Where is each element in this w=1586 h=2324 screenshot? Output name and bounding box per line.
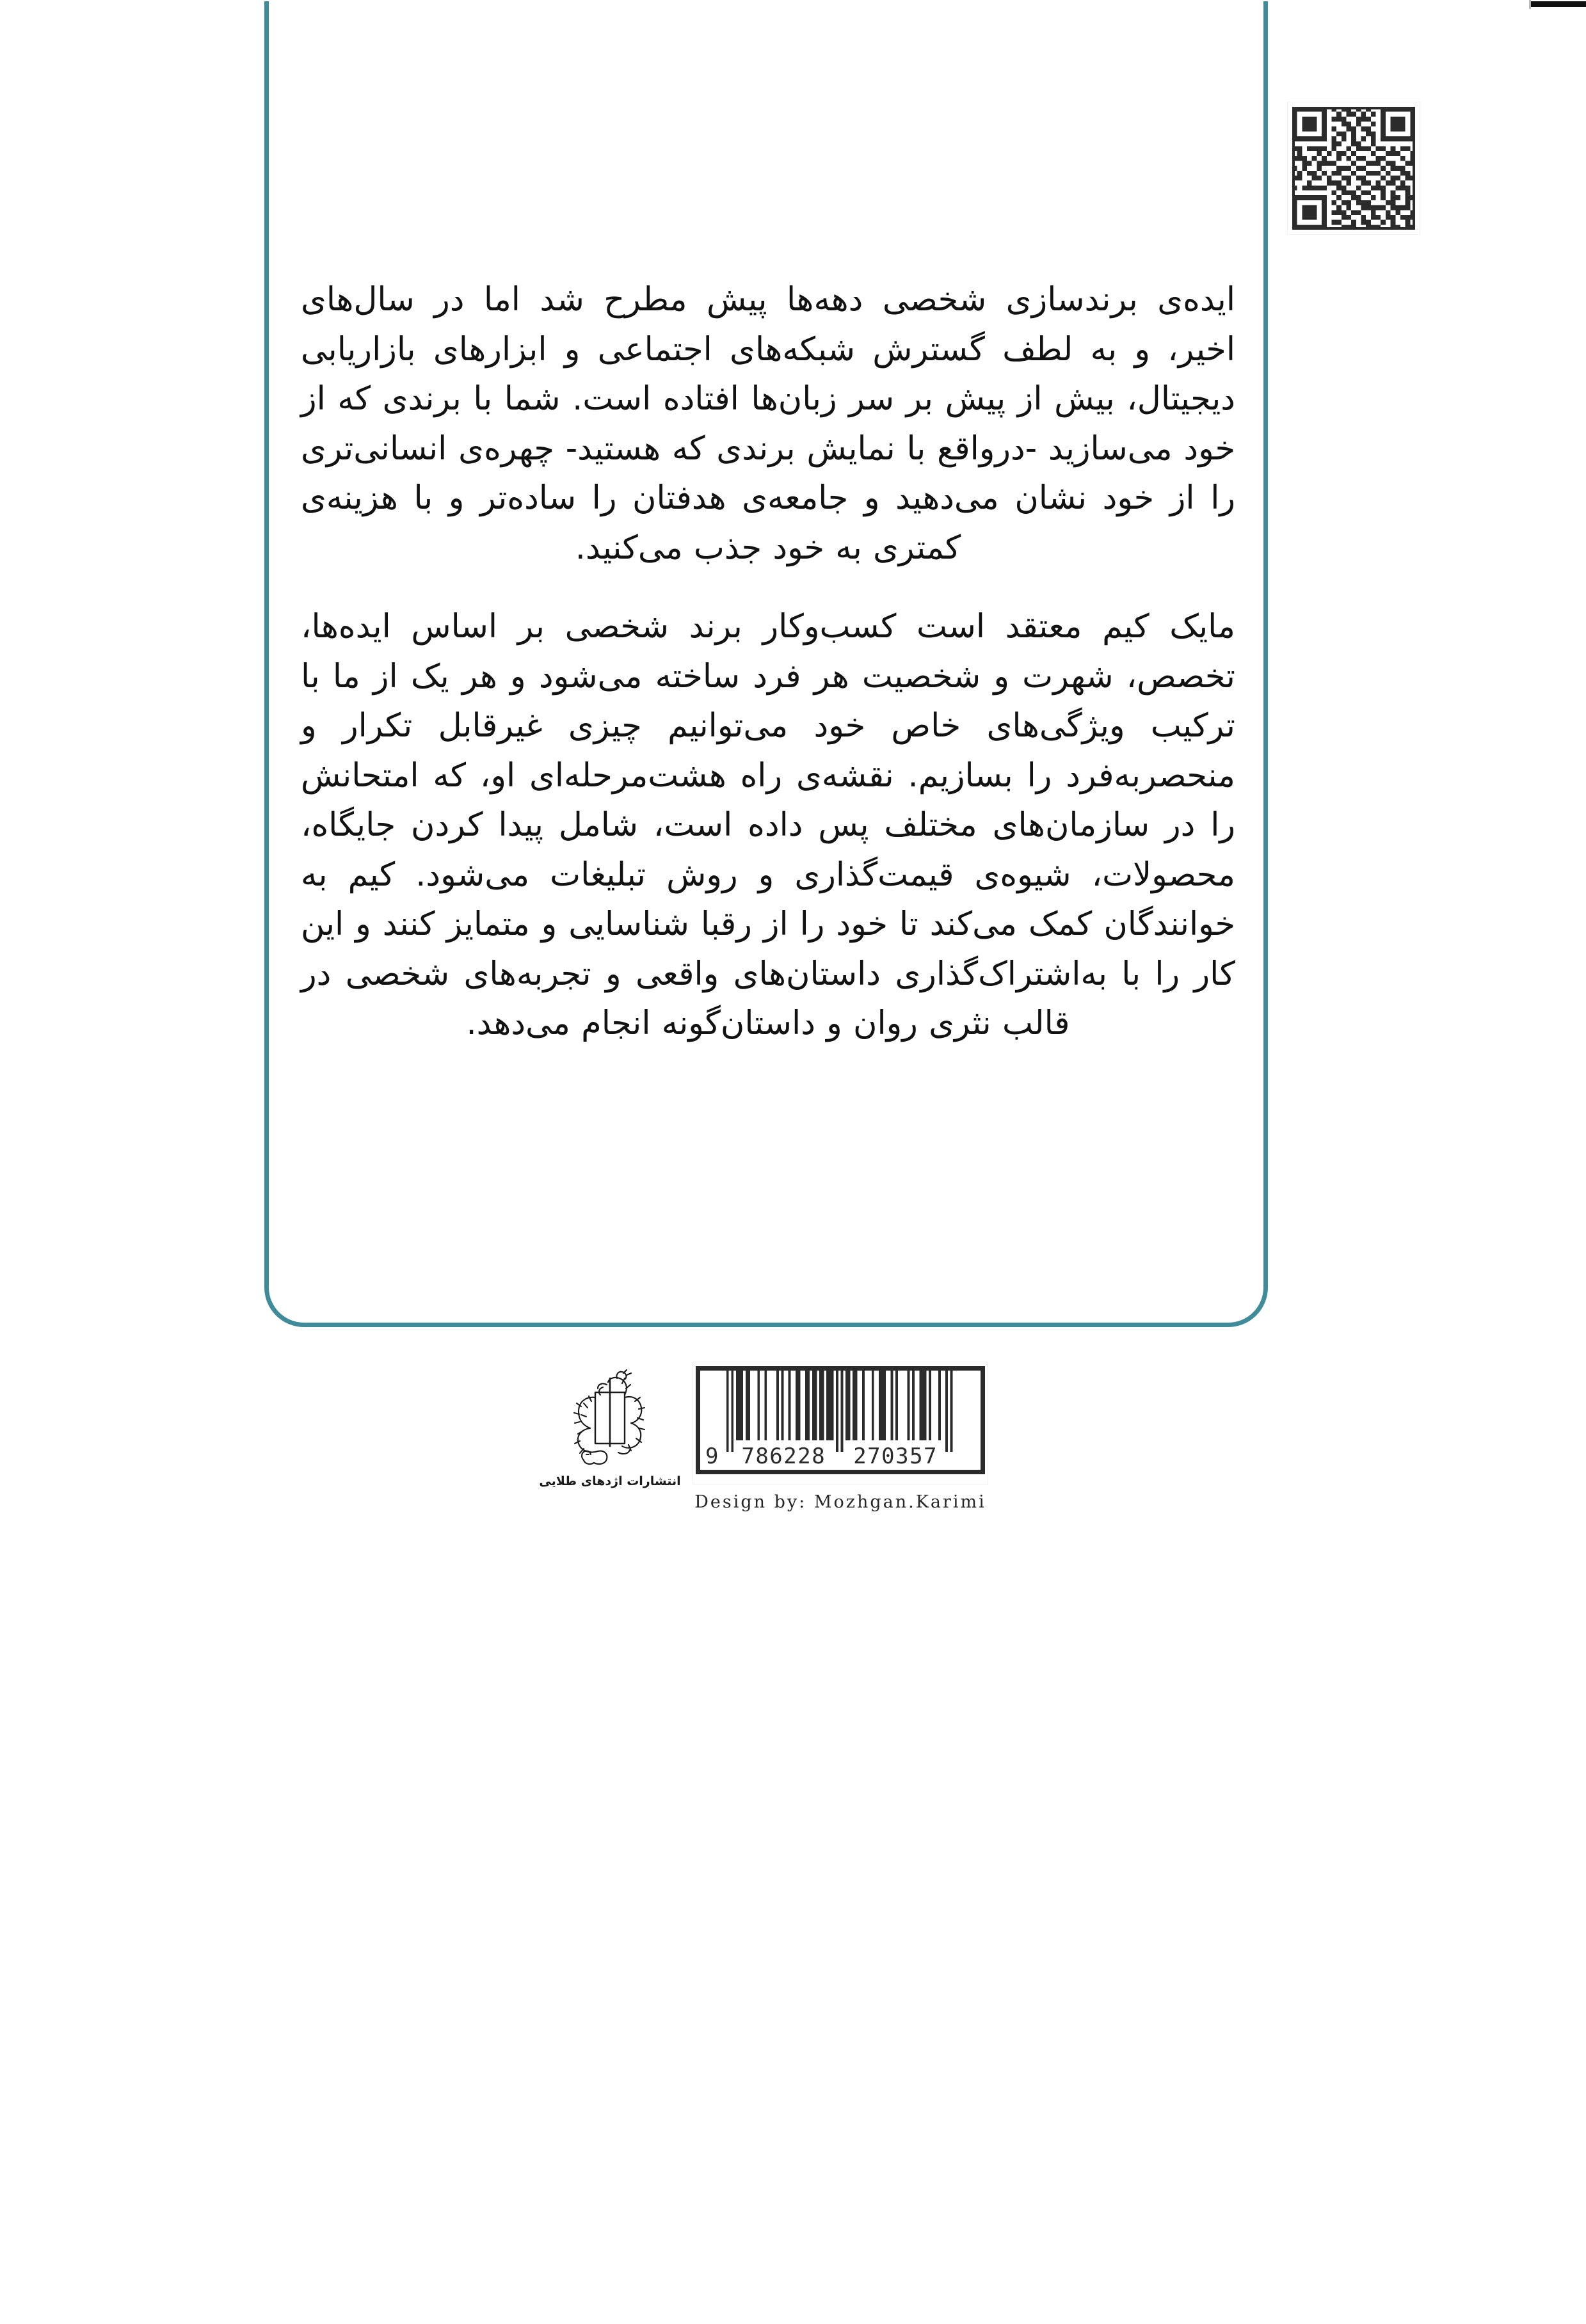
back-cover-copy	[301, 275, 1235, 1049]
crop-mark-tick-icon	[1529, 0, 1531, 9]
qr-code-icon	[1292, 107, 1415, 230]
design-credit: Design by: Mozhgan.Karimi	[694, 1492, 986, 1512]
isbn-barcode-icon	[693, 1362, 988, 1484]
crop-mark-icon	[1531, 1, 1586, 7]
golden-dragon-publisher-logo-icon	[562, 1369, 658, 1472]
svg-text:786228: 786228	[741, 1444, 826, 1469]
blurb-paragraph-1: ایده‌ی برندسازی شخصی دهه‌ها پیش مطرح شد اما در سال‌های اخیر، و به لطف گسترش شبکه‌های اجتماعی و ابزارهای بازاریابی دیجیتال، بیش از پیش بر سر زبان‌ها افتاده است. شما با برندی که از خود می‌سازید -درواقع با نمایش برندی که هستید- چهره‌ی انسانی‌تری را از خود نشان می‌دهید و جامعه‌ی هدفتان را ساده‌تر و با هزینه‌ی کمتری به خود جذب می‌کنید.	[301, 281, 1235, 567]
svg-text:270357: 270357	[853, 1444, 938, 1469]
frame-top-mask	[256, 0, 1280, 1]
publisher-block	[533, 1369, 687, 1488]
cover-footer	[264, 1362, 1268, 1547]
blurb-paragraph-2: مایک کیم معتقد است کسب‌وکار برند شخصی بر اساس ایده‌ها، تخصص، شهرت و شخصیت هر فرد ساخته می‌شود و هر یک از ما با ترکیب ویژگی‌های خاص خود می‌توانیم چیزی غیرقابل تکرار و منحصربه‌فرد را بسازیم. نقشه‌ی راه هشت‌مرحله‌ای او، که امتحانش را در سازمان‌های مختلف پس داده است، شامل پیدا کردن جایگاه، محصولات، شیوه‌ی قیمت‌گذاری و روش تبلیغات می‌شود. کیم به خوانندگان کمک می‌کند تا خود را از رقبا شناسایی و متمایز کنند و این کار را با به‌اشتراک‌گذاری داستان‌های واقعی و تجربه‌های شخصی در قالب نثری روان و داستان‌گونه انجام می‌دهد.	[301, 608, 1235, 1043]
svg-text:9: 9	[705, 1444, 719, 1469]
publisher-name: انتشارات اژدهای طلایی	[539, 1474, 681, 1488]
qr-code[interactable]	[1288, 102, 1420, 234]
barcode-block	[680, 1362, 1000, 1512]
isbn-barcode	[693, 1362, 988, 1484]
